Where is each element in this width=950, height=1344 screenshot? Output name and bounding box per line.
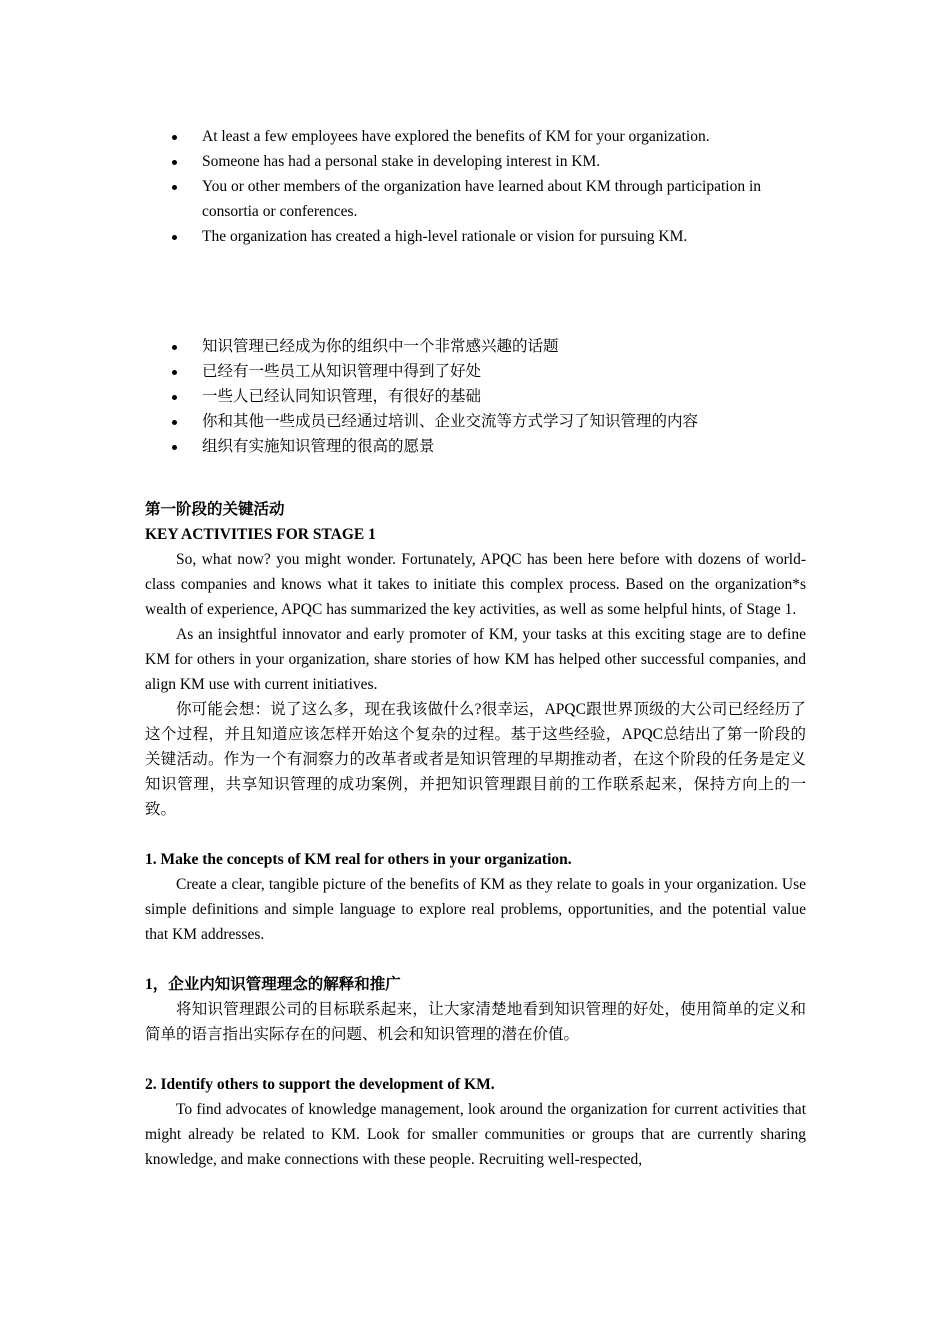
bullet-icon	[172, 445, 177, 450]
bullet-icon	[172, 395, 177, 400]
spacer	[145, 947, 806, 972]
item-heading-en: 1. Make the concepts of KM real for others in your organization.	[145, 851, 572, 868]
spacer	[145, 822, 806, 847]
bullet-icon	[172, 135, 177, 140]
paragraph-cn: 将知识管理跟公司的目标联系起来，让大家清楚地看到知识管理的好处，使用简单的定义和简单的语言指出实际存在的问题、机会和知识管理的潜在价值。	[145, 1001, 806, 1043]
bullet-icon	[172, 345, 177, 350]
chinese-bullet-list	[145, 334, 806, 459]
bullet-icon	[172, 160, 177, 165]
english-bullet-list	[145, 124, 806, 249]
bullet-icon	[172, 185, 177, 190]
spacer	[145, 249, 806, 334]
list-item-text: At least a few employees have explored the benefits of KM for your organization.	[202, 128, 710, 145]
list-item-text: 一些人已经认同知识管理，有很好的基础	[202, 388, 482, 405]
spacer	[145, 459, 806, 497]
bullet-icon	[172, 420, 177, 425]
list-item	[145, 434, 806, 459]
item-heading-en: 2. Identify others to support the development of KM.	[145, 1076, 495, 1093]
bullet-icon	[172, 370, 177, 375]
paragraph-cn: 你可能会想：说了这么多，现在我该做什么?很幸运，APQC跟世界顶级的大公司已经经历了这个过程，并且知道应该怎样开始这个复杂的过程。基于这些经验，APQC总结出了第一阶段的关键活动。作为一个有洞察力的改革者或者是知识管理的早期推动者，在这个阶段的任务是定义知识管理，共享知识管理的成功案例，并把知识管理跟目前的工作联系起来，保持方向上的一致。	[145, 701, 806, 818]
list-item	[145, 409, 806, 434]
list-item	[145, 334, 806, 359]
list-item-text: 已经有一些员工从知识管理中得到了好处	[202, 363, 482, 380]
list-item	[145, 359, 806, 384]
section-heading-cn: 第一阶段的关键活动	[145, 501, 285, 518]
list-item	[145, 149, 806, 174]
list-item	[145, 384, 806, 409]
list-item-text: 知识管理已经成为你的组织中一个非常感兴趣的话题	[202, 338, 559, 355]
list-item-text: The organization has created a high-level rationale or vision for pursuing KM.	[202, 228, 688, 245]
paragraph: As an insightful innovator and early promoter of KM, your tasks at this exciting stage are to define KM for others in your organization, share stories of how KM has helped other successful companies, and align KM use with current initiatives.	[145, 626, 806, 693]
paragraph: Create a clear, tangible picture of the benefits of KM as they relate to goals in your organization. Use simple definitions and simple language to explore real problems, opportunities, and the potential value that KM addresses.	[145, 876, 806, 943]
list-item-text: 你和其他一些成员已经通过培训、企业交流等方式学习了知识管理的内容	[202, 413, 699, 430]
item-heading-cn: 1，企业内知识管理理念的解释和推广	[145, 976, 401, 993]
bullet-icon	[172, 235, 177, 240]
page-content	[145, 124, 806, 1172]
list-item-text: Someone has had a personal stake in developing interest in KM.	[202, 153, 601, 170]
section-heading-en: KEY ACTIVITIES FOR STAGE 1	[145, 526, 376, 543]
paragraph: To find advocates of knowledge management, look around the organization for current activities that might already be related to KM. Look for smaller communities or groups that are currently sharing knowledge, and make connections with these people. Recruiting well-respected,	[145, 1101, 806, 1168]
list-item-text: 组织有实施知识管理的很高的愿景	[202, 438, 435, 455]
paragraph: So, what now? you might wonder. Fortunately, APQC has been here before with dozens of world-class companies and knows what it takes to initiate this complex process. Based on the organization*s wealth of experience, APQC has summarized the key activities, as well as some helpful hints, of Stage 1.	[145, 551, 806, 618]
list-item	[145, 174, 806, 224]
list-item-text: You or other members of the organization have learned about KM through participation in consortia or conferences.	[202, 178, 762, 220]
list-item	[145, 224, 806, 249]
spacer	[145, 1047, 806, 1072]
list-item	[145, 124, 806, 149]
